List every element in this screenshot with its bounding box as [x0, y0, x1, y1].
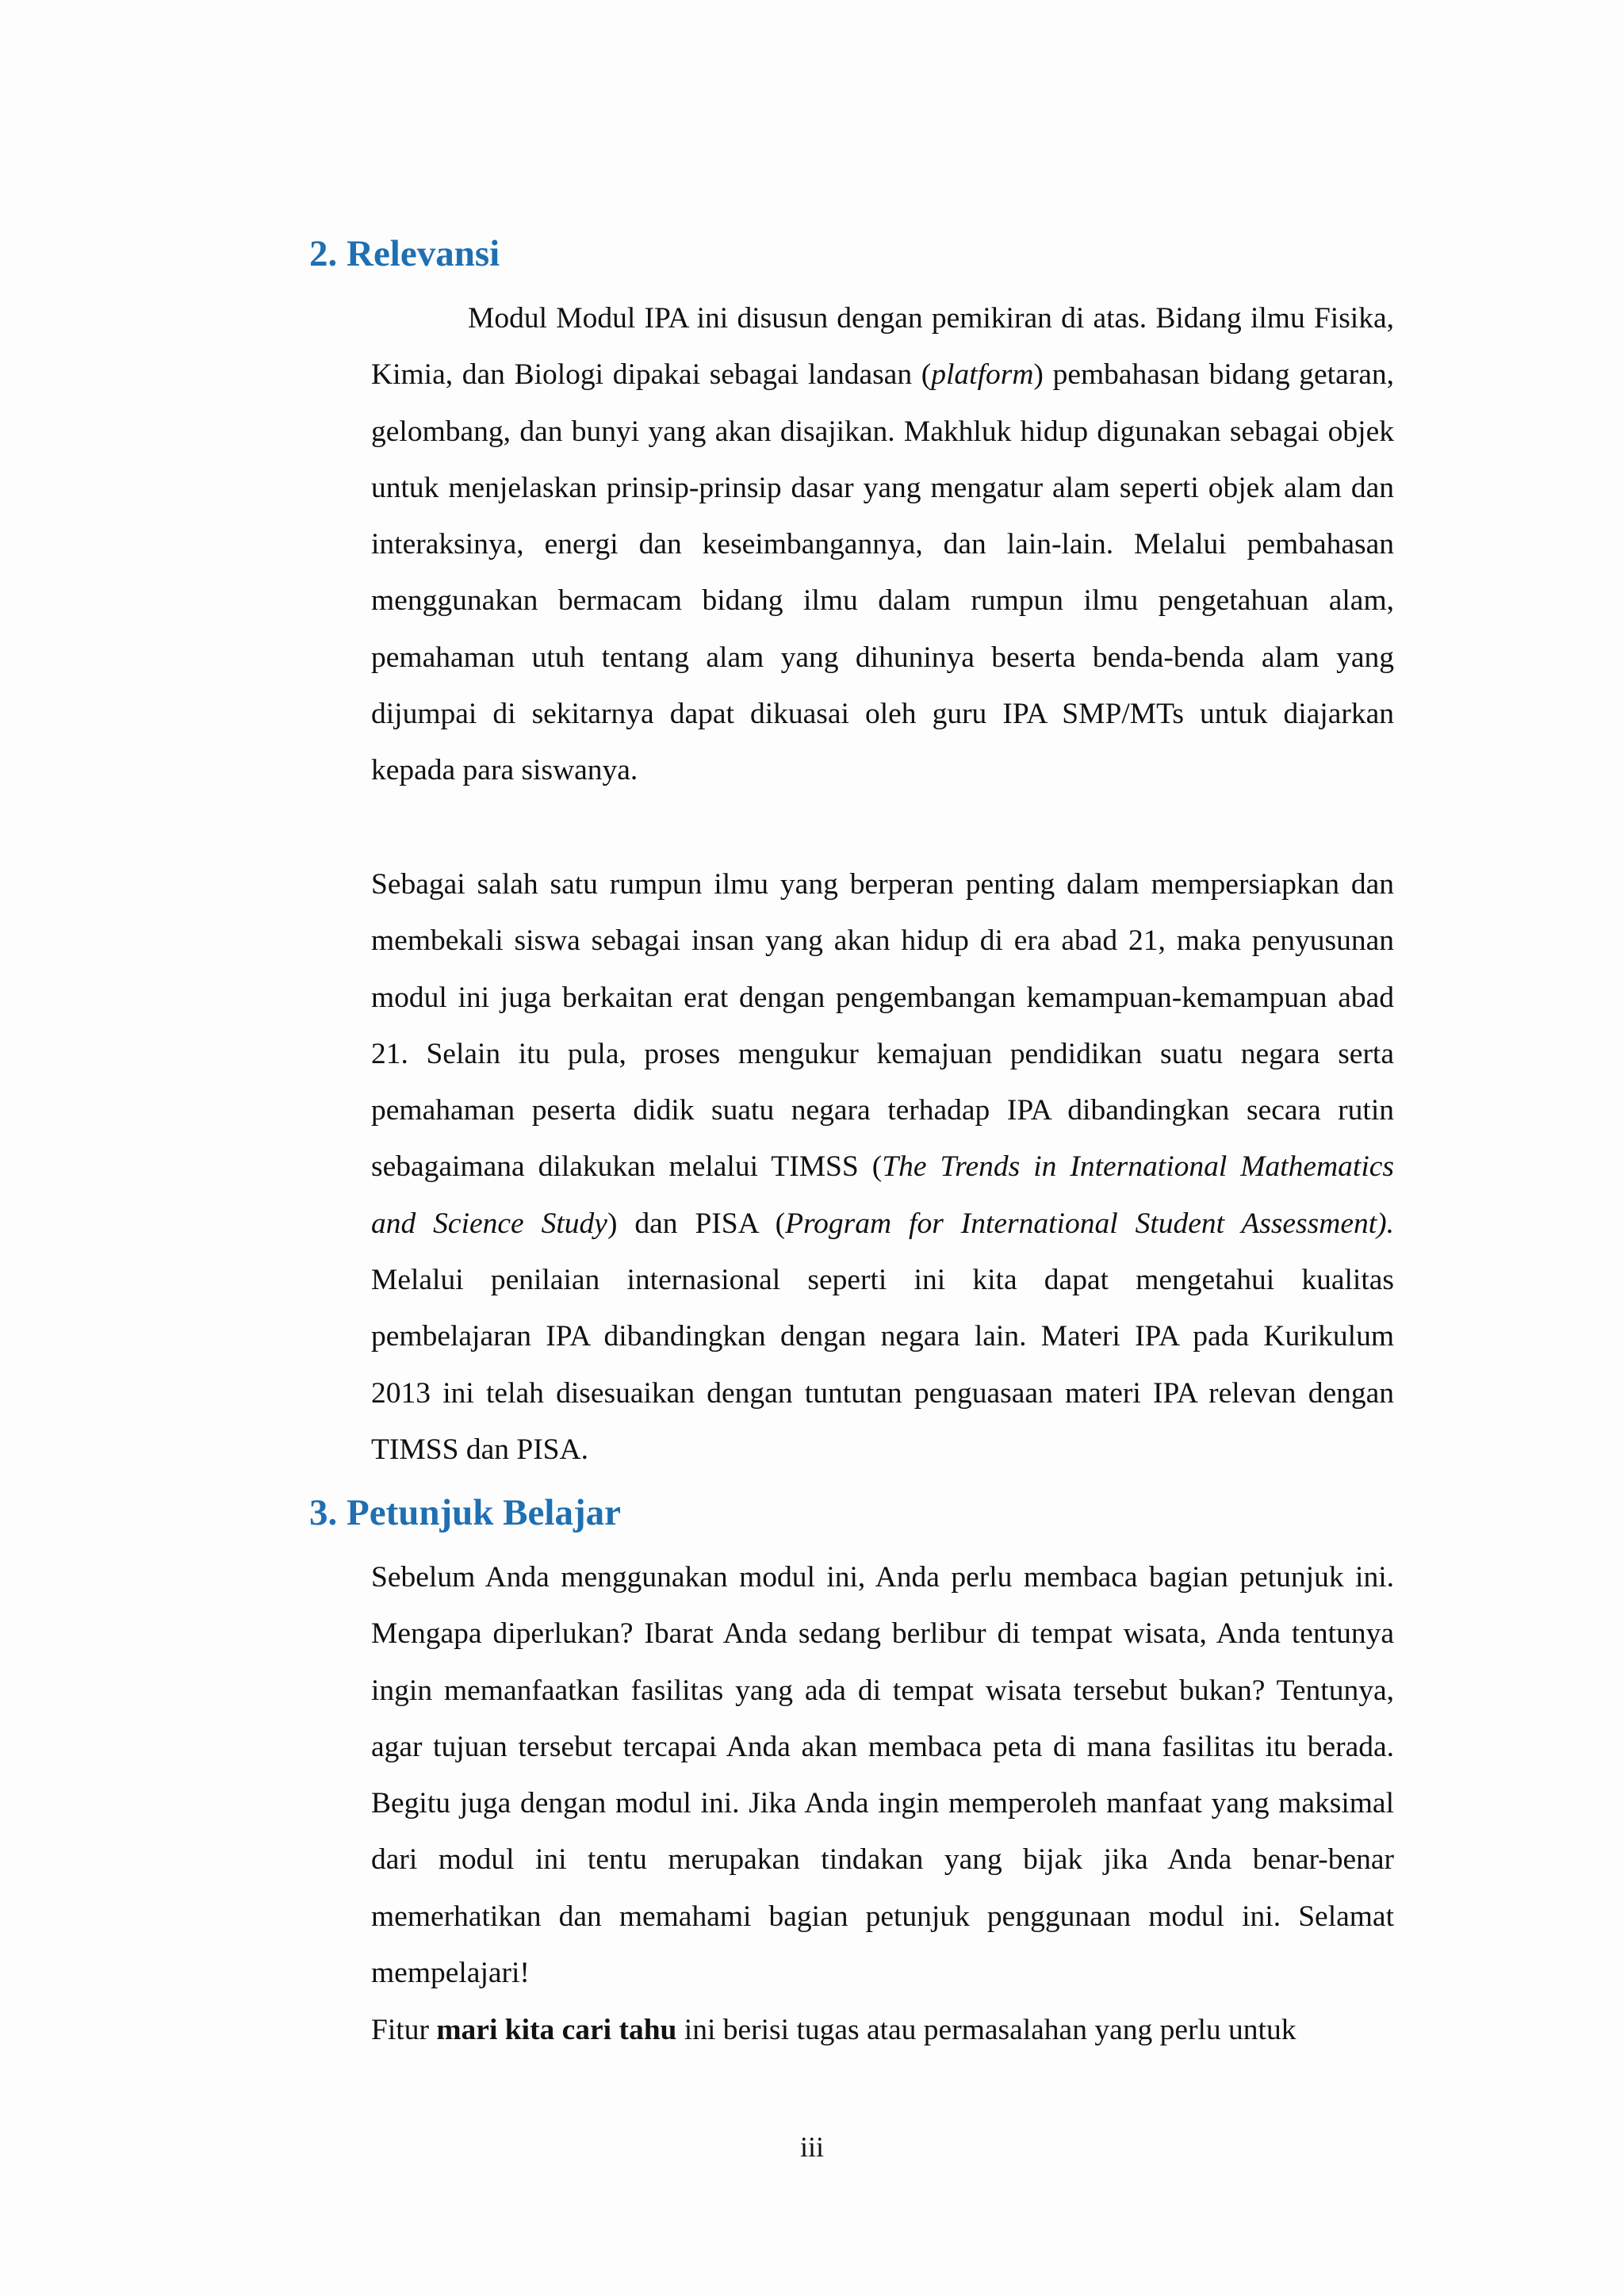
petunjuk-p2-text-a: Fitur	[371, 2014, 437, 2046]
section-heading-relevansi: 2. Relevansi	[309, 233, 500, 274]
pisa-italic: Program for International Student Assessment).	[785, 1207, 1394, 1240]
platform-italic: platform	[931, 358, 1034, 392]
relevansi-paragraph-2	[371, 856, 1394, 1478]
relevansi-p1-text: Modul Modul IPA ini disusun dengan pemikiran di atas. Bidang ilmu Fisika, Kimia, dan Biologi dipakai sebagai landasan (	[371, 302, 1394, 392]
section-heading-petunjuk: 3. Petunjuk Belajar	[309, 1492, 621, 1533]
petunjuk-p2-text-b: ini berisi tugas atau permasalahan yang perlu untuk	[676, 2014, 1297, 2046]
relevansi-p2-text-a: Sebagai salah satu rumpun ilmu yang berperan penting dalam mempersiapkan dan membekali siswa sebagai insan yang akan hidup di era abad 21, maka penyusunan modul ini juga berkaitan erat dengan pengembangan kemampuan-kemampuan abad 21. Selain itu pula, proses mengukur kemajuan pendidikan suatu negara serta pemahaman peserta didik suatu negara terhadap IPA dibandingkan secara rutin sebagaimana dilakukan melalui TIMSS (	[371, 868, 1394, 1184]
relevansi-paragraph-1	[371, 290, 1394, 799]
mari-kita-cari-tahu-bold: mari kita cari tahu	[436, 2014, 677, 2046]
relevansi-p2-text-c: Melalui penilaian internasional seperti ini kita dapat mengetahui kualitas pembelajaran IPA dibandingkan dengan negara lain. Materi IPA pada Kurikulum 2013 ini telah disesuaikan dengan tuntutan penguasaan materi IPA relevan dengan TIMSS dan PISA.	[371, 1264, 1394, 1466]
timss-italic: The Trends in International Mathematics and Science Study	[371, 1150, 1394, 1240]
petunjuk-paragraph-2	[371, 2002, 1394, 2058]
page-number: iii	[799, 2131, 824, 2163]
relevansi-p1-rest: ) pembahasan bidang getaran, gelombang, dan bunyi yang akan disajikan. Makhluk hidup digunakan sebagai objek untuk menjelaskan prinsip-prinsip dasar yang mengatur alam seperti objek alam dan interaksinya, energi dan keseimbangannya, dan lain-lain. Melalui pembahasan menggunakan bermacam bidang ilmu dalam rumpun ilmu pengetahuan alam, pemahaman utuh tentang alam yang dihuninya beserta benda-benda alam yang dijumpai di sekitarnya dapat dikuasai oleh guru IPA SMP/MTs untuk diajarkan kepada para siswanya.	[371, 358, 1395, 787]
relevansi-p2-text-b: ) dan PISA (	[607, 1207, 786, 1240]
petunjuk-paragraph-1: Sebelum Anda menggunakan modul ini, Anda perlu membaca bagian petunjuk ini. Mengapa diperlukan? Ibarat Anda sedang berlibur di tempat wisata, Anda tentunya ingin memanfaatkan fasilitas yang ada di tempat wisata tersebut bukan? Tentunya, agar tujuan tersebut tercapai Anda akan membaca peta di mana fasilitas itu berada. Begitu juga dengan modul ini. Jika Anda ingin memperoleh manfaat yang maksimal dari modul ini tentu merupakan tindakan yang bijak jika Anda benar-benar memerhatikan dan memahami bagian petunjuk penggunaan modul ini. Selamat mempelajari!	[371, 1561, 1394, 1990]
